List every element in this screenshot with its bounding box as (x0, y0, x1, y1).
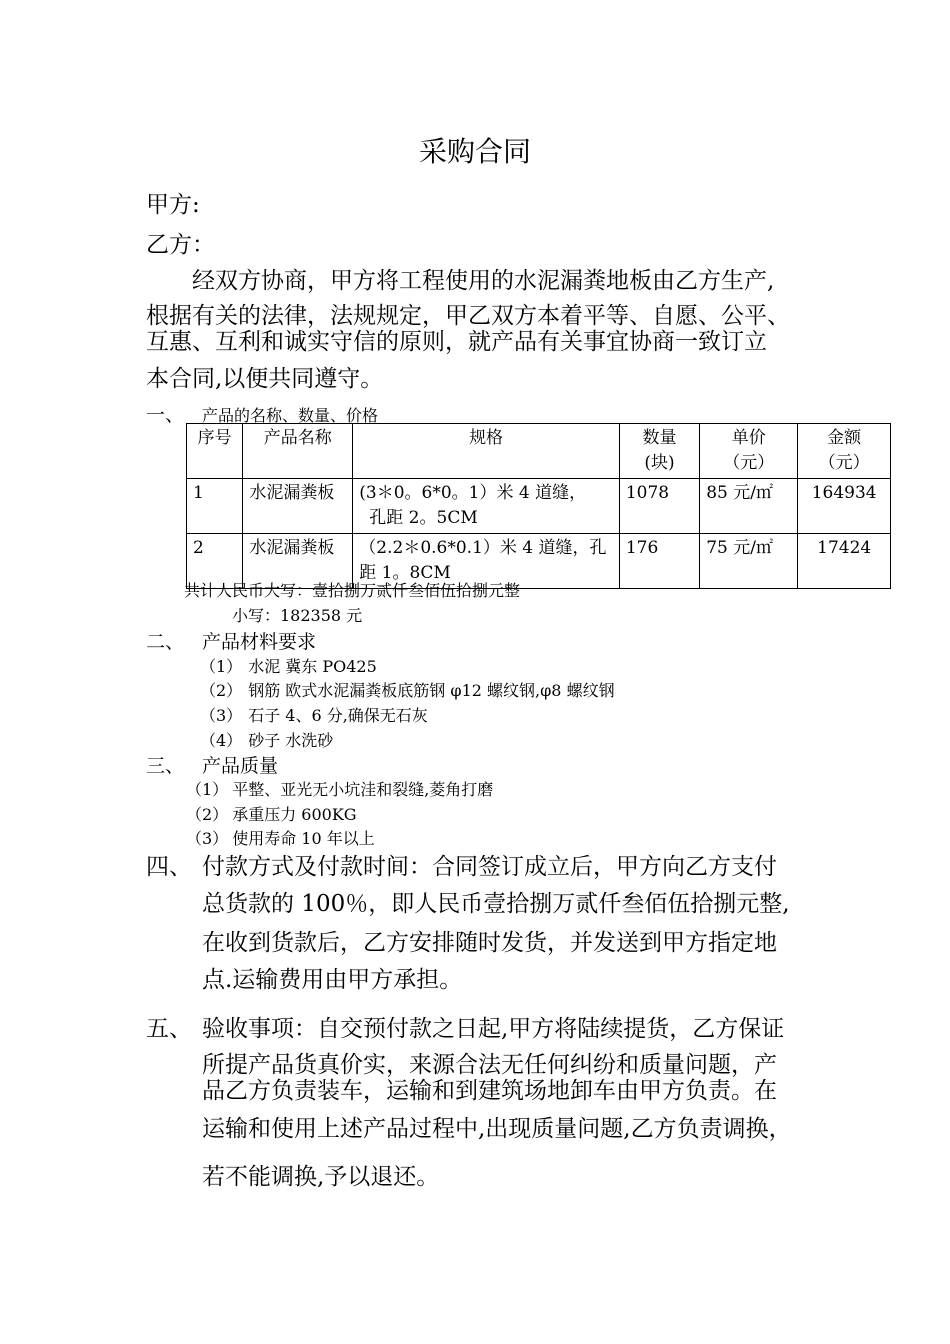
section-heading: 产品的名称、数量、价格 (202, 406, 379, 425)
list-item-number: （3） (186, 829, 229, 848)
header-amount (798, 424, 891, 479)
cell-spec (353, 479, 620, 534)
list-item (200, 654, 377, 677)
section-number: 一、 (146, 404, 185, 426)
cell-product-name: 水泥漏粪板 (243, 479, 353, 534)
list-item (200, 703, 428, 726)
cell-index: 1 (187, 479, 243, 534)
section-number: 二、 (146, 631, 185, 653)
product-table (186, 423, 891, 589)
spec-line: (3＊0。6*0。1）米 4 道缝， (359, 483, 587, 503)
table-row (187, 479, 891, 534)
cell-unit-price: 85 元/㎡ (700, 479, 798, 534)
section-number: 四、 (146, 854, 192, 880)
paragraph-line: 付款方式及付款时间：合同签订成立后，甲方向乙方支付 (202, 854, 777, 880)
list-item-number: （2） (186, 805, 229, 824)
spec-line: （2.2＊0.6*0.1）米 4 道缝，孔 (359, 538, 607, 558)
list-item (186, 802, 357, 825)
party-a-label: 甲方: (146, 192, 200, 218)
paragraph-line: 所提产品货真价实，来源合法无任何纠纷和质量问题，产 (202, 1052, 777, 1078)
total-lowercase: 小写：182358 元 (232, 606, 363, 625)
cell-product-name: 水泥漏粪板 (243, 534, 353, 589)
section-heading: 产品材料要求 (202, 631, 317, 653)
intro-line: 本合同,以便共同遵守。 (146, 366, 384, 392)
list-item-number: （4） (200, 731, 243, 750)
paragraph-line: 总货款的 100％，即人民币壹拾捌万贰仟叁佰伍拾捌元整, (202, 891, 790, 917)
list-item-text: 使用寿命 10 年以上 (232, 829, 375, 848)
header-index: 序号 (187, 424, 243, 479)
intro-line: 根据有关的法律，法规规定，甲乙双方本着平等、自愿、公平、 (146, 303, 790, 329)
cell-quantity: 176 (619, 534, 699, 589)
spec-line: 距 1。8CM (359, 563, 451, 583)
header-quantity-unit: (块) (644, 453, 675, 473)
header-amount-label: 金额 (827, 428, 862, 448)
list-item-text: 钢筋 欧式水泥漏粪板底筋钢 φ12 螺纹钢,φ8 螺纹钢 (248, 681, 615, 700)
header-amount-unit: （元） (818, 453, 870, 473)
cell-unit-price: 75 元/㎡ (700, 534, 798, 589)
header-unit-price (700, 424, 798, 479)
party-b-label: 乙方： (146, 232, 215, 258)
list-item-number: （2） (200, 681, 243, 700)
spec-line: 孔距 2。5CM (369, 508, 478, 528)
header-quantity (619, 424, 699, 479)
list-item (186, 777, 493, 800)
list-item (200, 678, 615, 701)
list-item-text: 石子 4、6 分,确保无石灰 (248, 706, 428, 725)
intro-line: 经双方协商，甲方将工程使用的水泥漏粪地板由乙方生产, (192, 268, 775, 294)
list-item-text: 平整、亚光无小坑洼和裂缝,菱角打磨 (232, 780, 494, 799)
cell-amount: 164934 (798, 479, 891, 534)
header-price-label: 单价 (731, 428, 766, 448)
list-item-text: 承重压力 600KG (232, 805, 357, 824)
section-number: 五、 (146, 1016, 192, 1042)
list-item-text: 水泥 冀东 PO425 (248, 657, 377, 676)
section-heading: 产品质量 (202, 755, 279, 777)
list-item-number: （3） (200, 706, 243, 725)
total-uppercase: 共计人民币大写：壹拾捌万贰仟叁佰伍拾捌元整 (184, 581, 521, 600)
paragraph-line: 点.运输费用由甲方承担。 (202, 967, 463, 993)
table-header-row (187, 424, 891, 479)
paragraph-line: 品乙方负责装车，运输和到建筑场地卸车由甲方负责。在 (202, 1078, 777, 1104)
section-number: 三、 (146, 755, 185, 777)
list-item-text: 砂子 水洗砂 (248, 731, 334, 750)
header-spec: 规格 (353, 424, 620, 479)
cell-index: 2 (187, 534, 243, 589)
paragraph-line: 在收到货款后，乙方安排随时发货，并发送到甲方指定地 (202, 930, 777, 956)
list-item (186, 826, 375, 849)
header-quantity-label: 数量 (642, 428, 677, 448)
document-title: 采购合同 (418, 135, 531, 168)
intro-line: 互惠、互利和诚实守信的原则，就产品有关事宜协商一致订立 (146, 329, 767, 355)
paragraph-line: 运输和使用上述产品过程中,出现质量问题,乙方负责调换， (202, 1116, 792, 1142)
list-item (200, 728, 333, 751)
list-item-number: （1） (186, 780, 229, 799)
list-item-number: （1） (200, 657, 243, 676)
cell-quantity: 1078 (619, 479, 699, 534)
paragraph-line: 验收事项：自交预付款之日起,甲方将陆续提货，乙方保证 (202, 1016, 785, 1042)
header-price-unit: （元） (723, 453, 775, 473)
paragraph-line: 若不能调换,予以退还。 (202, 1164, 440, 1190)
header-product-name: 产品名称 (243, 424, 353, 479)
cell-amount: 17424 (798, 534, 891, 589)
